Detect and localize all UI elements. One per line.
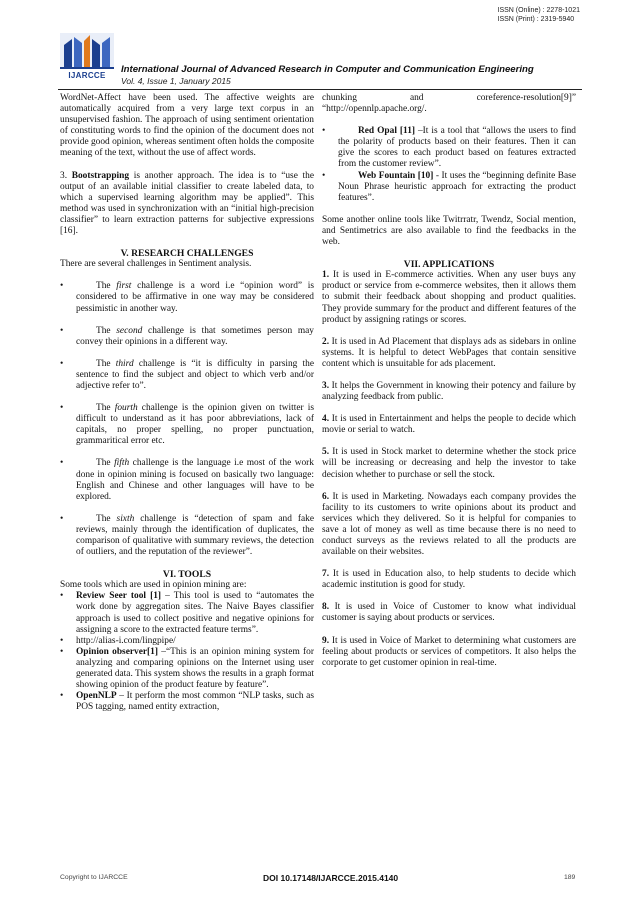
bullet-icon: •: [60, 513, 64, 524]
application-item: 7. It is used in Education also, to help students to decide which academic institution is good for study.: [322, 569, 576, 591]
section-intro: Some tools which are used in opinion mining are:: [60, 580, 247, 591]
section-heading-applications: VII. APPLICATIONS: [403, 259, 495, 271]
list-item: • Review Seer tool [1] – This tool is used to “automates the work done by aggregation sites. The Naive Bayes classifier approach is used to collect positive and negative opinions for assigning a score to the extracted feature terms”.: [60, 591, 314, 635]
journal-title: International Journal of Advanced Research in Computer and Communication Engineering: [121, 64, 534, 75]
application-item: 1. It is used in E-commerce activities. When any user buys any product or service from e-commerce websites, then it allows them to submit their feedback about shopping and product qualities. They provide summary for the product and different features of the product by assigning ratings or scores.: [322, 270, 576, 325]
bootstrapping-term: Bootstrapping: [71, 170, 130, 181]
list-item: • Opinion observer[1] –“This is an opinion mining system for analyzing and comparing opinions on the Internet using user generated data. This system shows the results in a graph format showing opinion of the product feature by feature”.: [60, 646, 314, 691]
doi-text: DOI 10.17148/IJARCCE.2015.4140: [263, 873, 399, 883]
list-item: • The second challenge is that sometimes person may convey their opinions in a different way.: [60, 325, 314, 347]
section-heading-research-challenges: V. RESEARCH CHALLENGES: [120, 248, 254, 260]
left-column: [60, 93, 314, 713]
application-item: 4. It is used in Entertainment and helps the people to decide which movie or serial to watch.: [322, 414, 576, 436]
list-item: • Red Opal [11] –It is a tool that “allows the users to find the polarity of products based on their features. Then it can give the scores to each product based on features extracted from the customer review”.: [322, 126, 576, 170]
application-item: 8. It is used in Voice of Customer to know what individual customer is saying about products or services.: [322, 602, 576, 624]
logo-text: IJARCCE: [68, 71, 106, 80]
right-column: [322, 93, 576, 680]
bullet-icon: •: [60, 358, 64, 369]
application-item: 2. It is used in Ad Placement that displays ads as sidebars in online systems. It is helpful to detect WebPages that contain sensitive content which is unsuitable for ads placement.: [322, 336, 576, 369]
bullet-icon: •: [60, 635, 64, 646]
issn-print: ISSN (Print) : 2319-5940: [497, 15, 575, 23]
bullet-icon: •: [322, 170, 326, 181]
list-item: • The third challenge is “it is difficulty in parsing the sentence to find the subject and object to which verb and/or adjective refer to”.: [60, 358, 314, 391]
issn-online: ISSN (Online) : 2278-1021: [497, 7, 580, 14]
list-item: • The fourth challenge is the opinion given on twitter is difficult to understand as it has poor abbreviations, lack of capitals, no proper spelling, no proper punctuation, grammaritical error etc.: [60, 403, 315, 447]
bullet-icon: •: [60, 458, 64, 469]
bullet-icon: •: [322, 126, 326, 137]
bullet-icon: •: [60, 691, 64, 702]
list-item: • The first challenge is a word i.e “opinion word” is considered to be affirmative in one way may be considered pessimistic in another way.: [60, 281, 315, 314]
continued-text: chunking and coreference-resolution[9]”: [322, 93, 576, 103]
copyright-notice: Copyright to IJARCCE: [60, 874, 128, 881]
application-item: 9. It is used in Voice of Market to determining what customers are feeling about products or services of competitors. It also helps the corporate to get customer opinion in real-time.: [322, 635, 576, 668]
list-item: • Web Fountain [10] - It uses the “beginning definite Base Noun Phrase heuristic approach for extracting the product features”.: [322, 170, 576, 203]
header-rule: [58, 89, 582, 90]
list-item: • OpenNLP – It perform the most common “NLP tasks, such as POS tagging, named entity extraction,: [60, 691, 314, 713]
application-item: 3. It helps the Government in knowing their potency and failure by analyzing feedback from public.: [322, 380, 576, 403]
online-tools-paragraph: Some another online tools like Twitrratr, Twendz, Social mention, and Sentimetrics are also available to find the feedbacks in the web.: [322, 214, 576, 248]
list-item: • The fifth challenge is the language i.e most of the work done in opinion mining is focused on basically two language: English and Chinese and other languages will have to be explored.: [60, 458, 314, 502]
section-heading-tools: VI. TOOLS: [162, 569, 212, 581]
paragraph: WordNet-Affect have been used. The affective weights are automatically acquired from a very large text corpus in an unsupervised fashion. The approach of using sentiment orientation of constituting words to find the opinion of the document does not provide good opinion, whereas sentiment often holds the composite meaning of the text, without the use of affect words.: [60, 93, 314, 159]
bullet-icon: •: [60, 403, 64, 414]
bullet-icon: •: [60, 325, 64, 336]
page-number: 189: [564, 874, 576, 881]
volume-info: Vol. 4, Issue 1, January 2015: [121, 76, 231, 86]
bullet-icon: •: [60, 591, 64, 602]
bullet-icon: •: [60, 281, 64, 292]
opennlp-link[interactable]: “http://opennlp.apache.org/.: [322, 104, 427, 115]
lingpipe-link[interactable]: http://alias-i.com/lingpipe/: [76, 635, 176, 646]
list-item: [60, 636, 314, 647]
list-item: • The sixth challenge is “detection of spam and fake reviews, mainly through the identification of duplicates, the comparison of qualitative with summary reviews, the detection of outliers, and the reputation of the reviewer”.: [60, 513, 314, 558]
application-item: 6. It is used in Marketing. Nowadays each company provides the facility to its customers to write opinions about its product and services which they delivered. So it is helpful for companies to save a lot of money as well as time because there is no need to conduct surveys as the reviews related to all the products are available on their websites.: [322, 491, 576, 558]
application-item: 5. It is used in Stock market to determine whether the stock price will be increasing or decreasing and help the investor to take decision whether to purchase or sell the stock.: [322, 447, 576, 480]
bullet-icon: •: [60, 646, 64, 657]
section-intro: There are several challenges in Sentiment analysis.: [60, 259, 252, 270]
issn-block: [498, 7, 581, 24]
bootstrapping-paragraph: 3. Bootstrapping is another approach. The idea is to “use the output of an available initial classifier to create labeled data, to which a supervised learning algorithm may be applied”. This method was used in synchronization with an “initial high-precision classifier” to learn extraction patterns for subjective expressions [16].: [60, 170, 315, 237]
